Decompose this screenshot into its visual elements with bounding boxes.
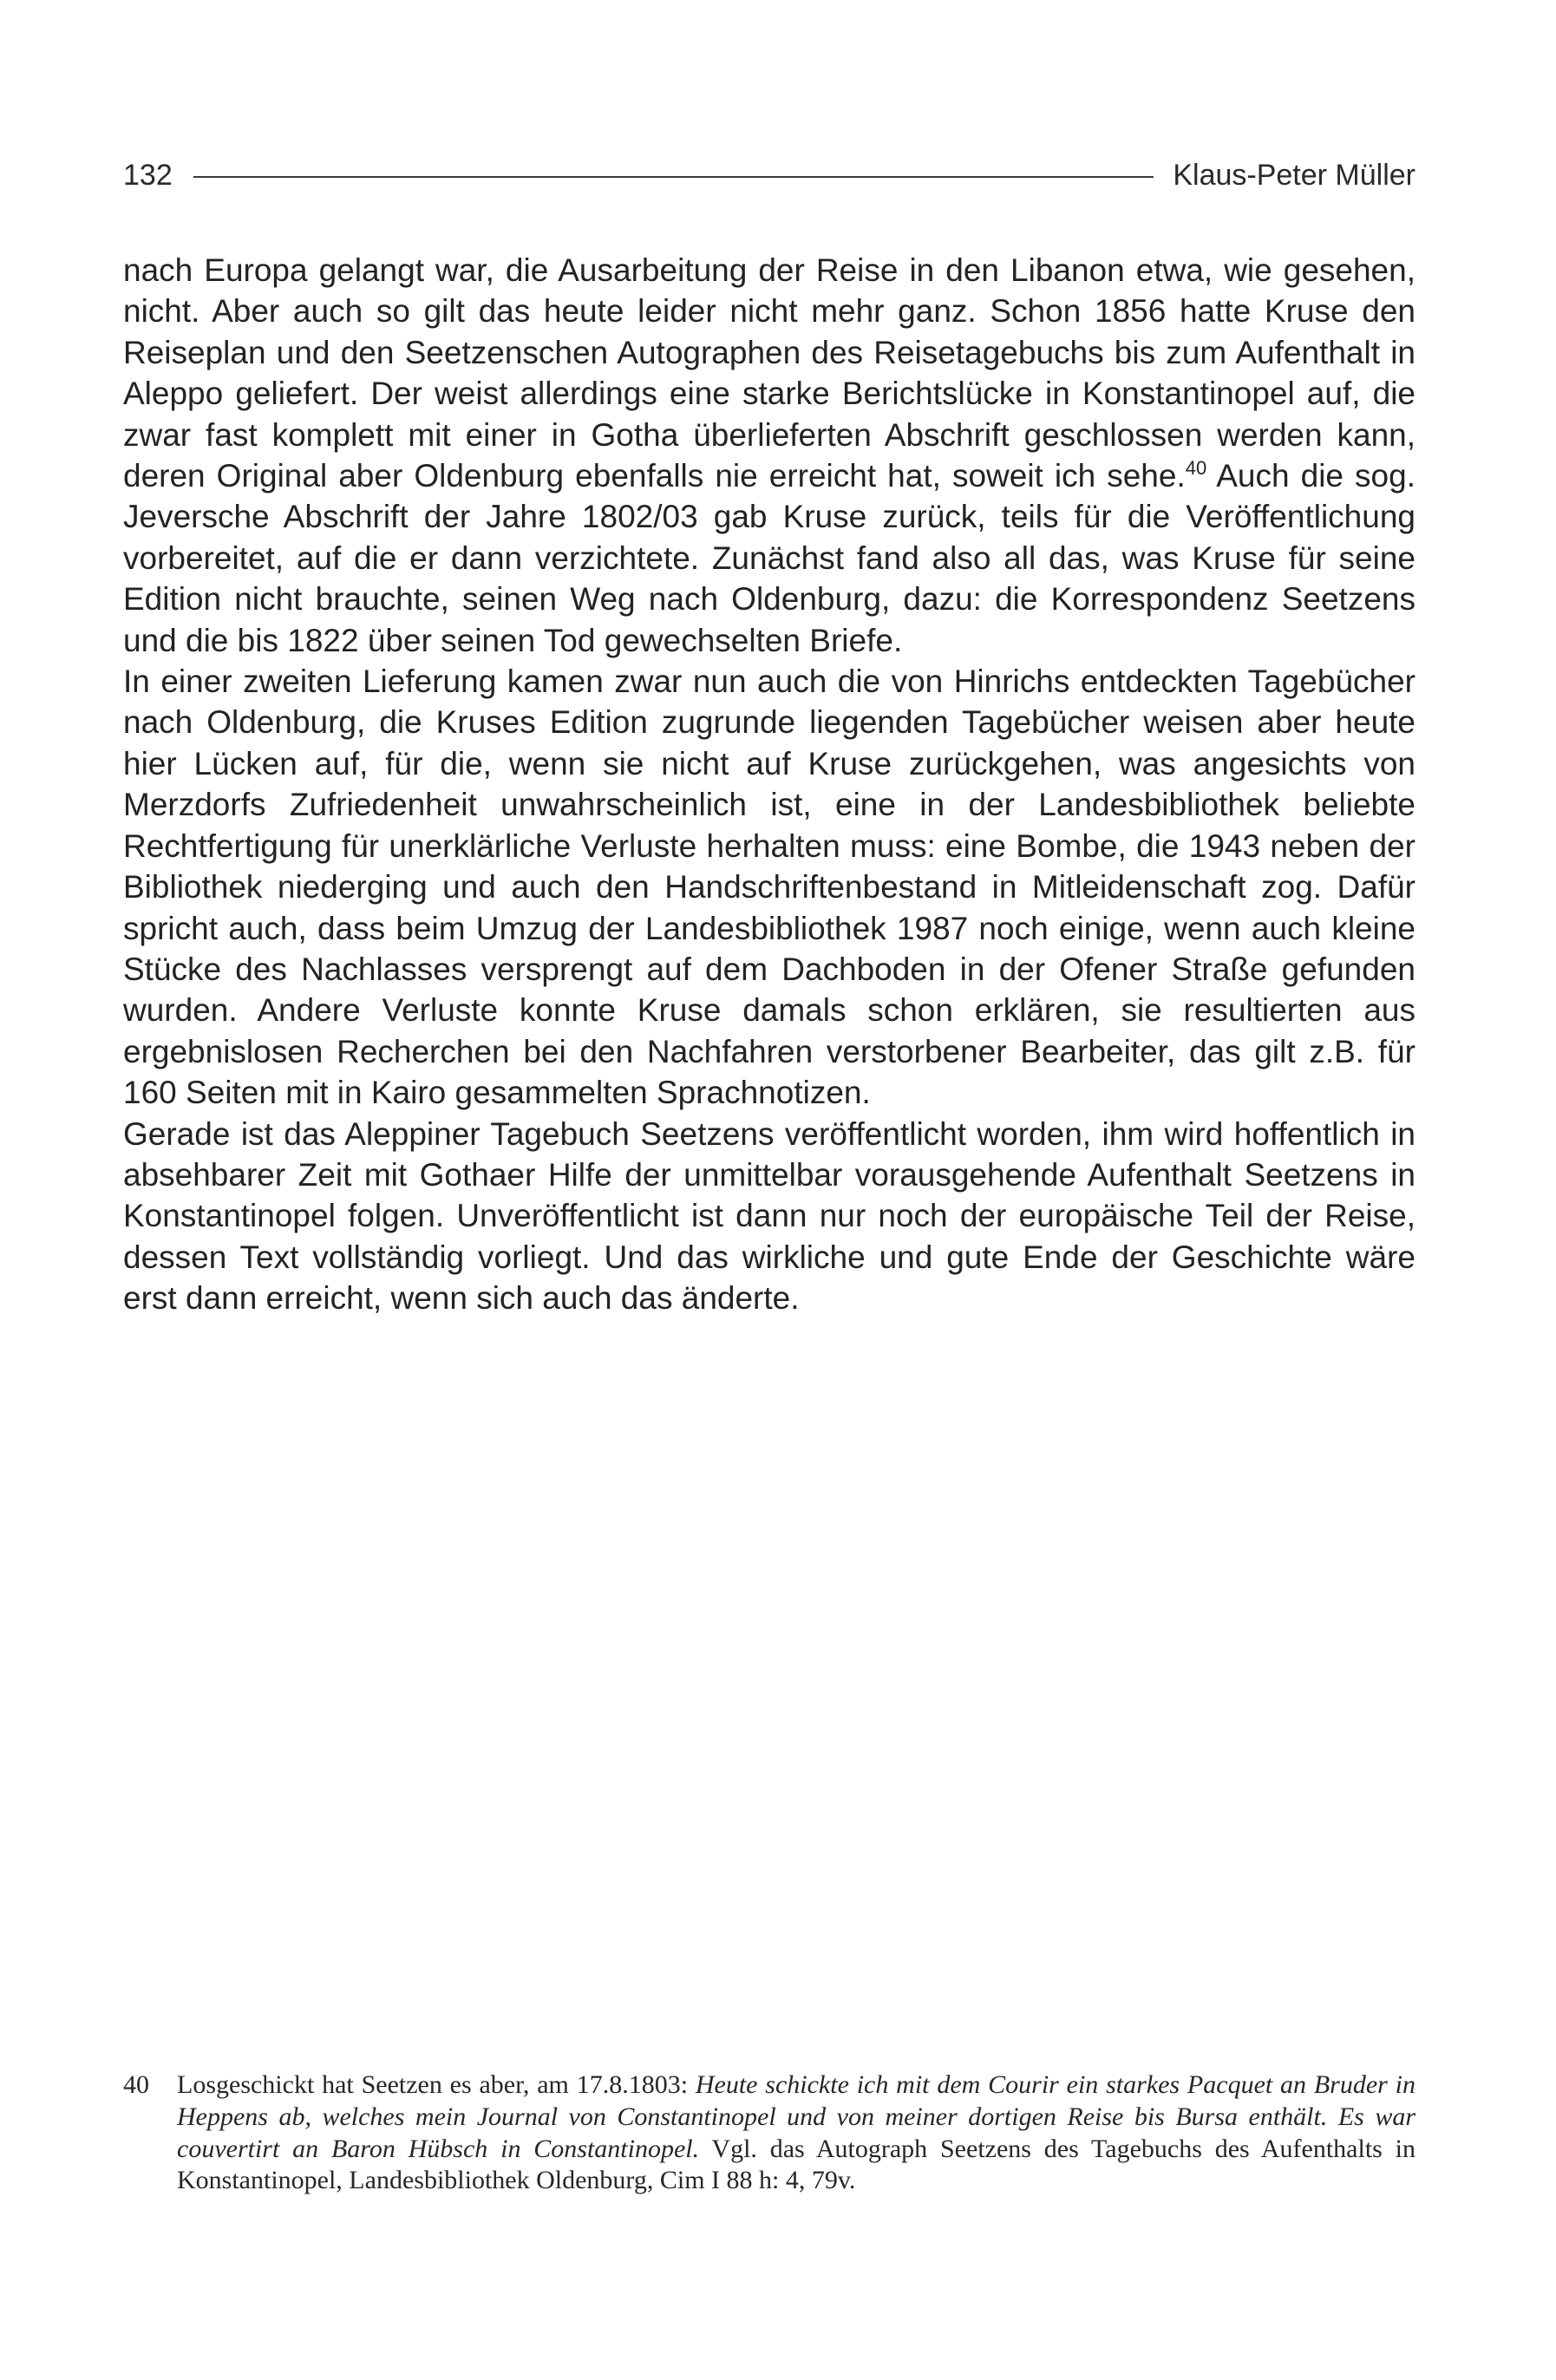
running-author: Klaus-Peter Müller — [1173, 158, 1415, 192]
footnote-reference-40[interactable]: 40 — [1185, 457, 1207, 480]
footnote-text — [177, 2069, 1415, 2197]
footnote-40 — [123, 2069, 1415, 2197]
footnote-tail: Vgl. das Autograph Seetzens des Tagebuchs des Aufenthalts in Konstantinopel, Landesbibliothek Oldenburg, Cim I 88 h: 4, 79v. — [177, 2134, 1415, 2195]
paragraph-1-part-1: nach Europa gelangt war, die Ausarbeitung der Reise in den Libanon etwa, wie gesehen, nicht. Aber auch so gilt das heute leider nicht mehr ganz. Schon 1856 hatte Kruse den Reiseplan und den Seetzenschen Autographen des Reisetagebuchs bis zum Aufenthalt in Aleppo geliefert. Der weist allerdings eine starke Berichtslücke in Konstantinopel auf, die zwar fast komplett mit einer in Gotha überlieferten Abschrift geschlossen werden kann, deren Original aber Oldenburg ebenfalls nie erreicht hat, soweit ich sehe. — [123, 252, 1415, 494]
footnote-lead: Losgeschickt hat Seetzen es aber, am 17.8.1803: — [177, 2070, 696, 2099]
paragraph-1-part-2: Auch die sog. Jeversche Abschrift der Jahre 1802/03 gab Kruse zurück, teils für die Veröffentlichung vorbereitet, auf die er dann verzichtete. Zunächst fand also all das, was Kruse für seine Edition nicht brauchte, seinen Weg nach Oldenburg, dazu: die Korrespondenz Seetzens und die bis 1822 über seinen Tod gewechselten Briefe. — [123, 458, 1415, 658]
running-header — [123, 153, 1415, 198]
footnote-quote: Heute schickte ich mit dem Courir ein starkes Pacquet an Bruder in Heppens ab, welches mein Journal von Constantinopel und von meiner dortigen Reise bis Bursa enthält. Es war couvertirt an Baron Hübsch in Constantinopel. — [177, 2070, 1415, 2163]
paragraph-2: In einer zweiten Lieferung kamen zwar nun auch die von Hinrichs entdeckten Tagebücher nach Oldenburg, die Kruses Edition zugrunde liegenden Tagebücher weisen aber heute hier Lücken auf, für die, wenn sie nicht auf Kruse zurückgehen, was angesichts von Merzdorfs Zufriedenheit unwahrscheinlich ist, eine in der Landesbibliothek beliebte Rechtfertigung für unerklärliche Verluste herhalten muss: eine Bombe, die 1943 neben der Bibliothek niederging und auch den Handschriftenbestand in Mitleidenschaft zog. Dafür spricht auch, dass beim Umzug der Landesbibliothek 1987 noch einige, wenn auch kleine Stücke des Nachlasses versprengt auf dem Dachboden in der Ofener Straße gefunden wurden. Andere Verluste konnte Kruse damals schon erklären, sie resultierten aus ergebnislosen Recherchen bei den Nachfahren verstorbener Bearbeiter, das gilt z.B. für 160 Seiten mit in Kairo gesammelten Sprachnotizen. — [123, 664, 1415, 1111]
header-rule — [193, 176, 1154, 178]
page-number: 132 — [123, 158, 173, 192]
paragraph-1 — [123, 250, 1415, 661]
footnote-number: 40 — [123, 2070, 149, 2099]
main-text — [123, 250, 1415, 1319]
paragraph-3: Gerade ist das Aleppiner Tagebuch Seetzens veröffentlicht worden, ihm wird hoffentlich in absehbarer Zeit mit Gothaer Hilfe der unmittelbar vorausgehende Aufenthalt Seetzens in Konstantinopel folgen. Unveröffentlicht ist dann nur noch der europäische Teil der Reise, dessen Text vollständig vorliegt. Und das wirkliche und gute Ende der Geschichte wäre erst dann erreicht, wenn sich auch das änderte. — [123, 1115, 1415, 1317]
